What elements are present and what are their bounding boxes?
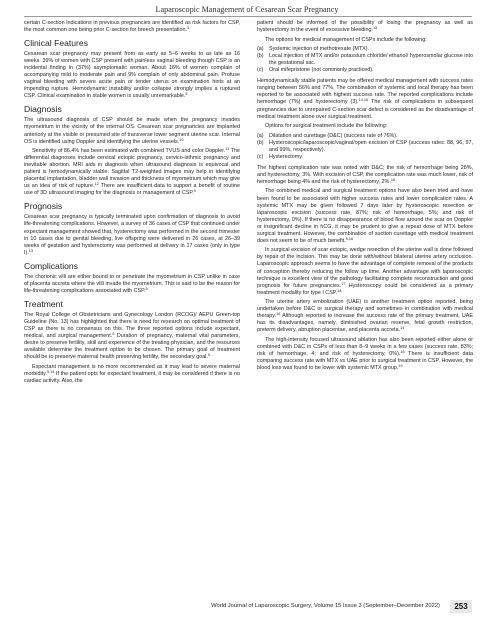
header-rule — [24, 16, 472, 17]
heading-clinical-features: Clinical Features — [24, 38, 88, 49]
paragraph: Cesarean scar pregnancy is typically terminated upon confirmation of diagnosis to avoid life-threatening complications. However, a survey of 36 cases of CSP that continued under expectant management showed that, hysterectomy was performed in the second trimester in 10 cases due to genital bleeding, live offspring were delivered in 26 cases, at 26–39 weeks of gestation and hysterectomy was performed at delivery in 17 cases (only in type I).$^{13}$ — [24, 214, 240, 256]
heading-complications: Complications — [24, 260, 78, 271]
heading-prognosis: Prognosis — [24, 201, 63, 212]
paragraph: The options for medical management of CSPs include the following: — [265, 36, 427, 43]
left-column — [24, 20, 240, 387]
heading-treatment: Treatment — [24, 298, 63, 309]
list-item: (c) Oral mifepristone (not commonly practiced). — [257, 67, 374, 74]
journal-citation: World Journal of Laparoscopic Surgery, Volume 15 Issue 3 (September–December 2022) — [211, 603, 440, 609]
paragraph: The high-intensity focused ultrasound ablation has also been reported either alone or combined with D&C in CSPs of less than 8–9 weeks in a few cases (success rate, 83%; risk of hemorrhage, 4; and risk of hysterectomy, 0%).$^{16}$ There is insufficient data comparing success rate with MTX vs UAE prior to surgical treatment in CSP. However, the blood loss was found to be lower with systemic MTX group.$^{19}$ — [257, 336, 474, 372]
page-number: 253 — [450, 600, 472, 613]
list-item: (a) Systemic injection of methotrexate (MTX). — [257, 46, 370, 53]
paragraph: The chorionic villi are either bound to or penetrate the myometrium in CSP unlike in case of placenta accreta where the villi invade the myometrium. This is said to be the reason for life-threatening complications associated with CSP.$^5$ — [24, 273, 240, 294]
right-column — [257, 20, 473, 375]
paragraph: The Royal College of Obstetricians and Gynecology London (RCOG)/ AEPU Green-top Guideline (No. 13) has highlighted that there is need for research on optimal treatment of CSP as there is no consensus on this. The three reported options include expectant, medical, and surgical management.$^9$ Duration of pregnancy, maternal vital parameters, desire to preserve fertility, skill and experience of the treating physician, and the resources available determine the treatment option to be chosen. The primary goal of treatment should be to preserve maternal health preserving fertility, the secondary goal.$^5$ — [24, 311, 240, 361]
paragraph: Hemodynamically stable patients may be offered medical management with success rates ranging between 56% and 77%. The combination of systemic and local therapy has been reported to be associated with highest success rate. The reported complications include hemorrhage (7%) and hysterectomy (3).$^{14,16}$ The risk of complications in subsequent pregnancies due to unrepaired C-section scar defect is considered as the disadvantage of medical treatment alone over surgical treatment. — [257, 78, 473, 120]
list-item: (c) Hysterectomy. — [257, 153, 304, 160]
list-item: (a) Dilatation and curettage (D&C) (success rate of 76%). — [257, 132, 398, 139]
paragraph: Expectant management is no more recommended as it may lead to severe maternal morbidity.$^{5,14}$ If the patient opts for expectant treatment, it may be considered if there is no cardiac activity. Also, the — [24, 363, 240, 384]
paragraph: Cesarean scar pregnancy may present from as early as 5–6 weeks to as late as 16 weeks. 39% of women with CSP present with painless vaginal bleeding though CSP is an incidental finding in (37%) asymptomatic woman. About 16% of women complain of accompanying mild to moderate pain and 9% complain of only abdominal pain. Profuse vaginal bleeding with severe acute pain or tender uterus on examination hints at an impending rupture. Hemodynamic instability and/or collapse strongly implies a ruptured CSP. Clinical examination in stable women is usually unremarkable.$^5$ — [24, 51, 240, 100]
list-item: (b) Local injection of MTX and/or potassium chloride/ ethanol/ hyperosmolar glucose into the gestational sac. — [257, 53, 473, 67]
heading-diagnosis: Diagnosis — [24, 104, 62, 115]
medical-options-list — [257, 46, 473, 74]
paragraph: The uterine artery embolization (UAE) is another treatment option reported, being undertaken before D&C or surgical therapy and sometimes in combination with medical therapy.$^{16}$ Although reported to increase the success rate of the primary treatment, UAE has its disadvantages, namely, diminished ovarian reserve, fetal growth restriction, preterm delivery, abruption placentae, and placenta accreta.$^{14}$ — [257, 299, 473, 334]
paragraph: Options for surgical treatment include the following: — [265, 123, 388, 130]
paragraph: patient should be informed of the possibility of losing the pregnancy as well as hysterectomy in the event of excessive bleeding.$^{15}$ — [257, 20, 473, 34]
paragraph: The ultrasound diagnosis of CSP should be made when the pregnancy invades myometrium in the vicinity of the internal OS. Cesarean scar pregnancies are implanted anteriorly at the visible or presumed site of transverse lower segment uterine scar. Internal OS is identified using Doppler and identifying the uterine vessels.$^{10}$ — [24, 117, 240, 145]
page-footer — [0, 600, 494, 614]
paragraph: Sensitivity of 86.4% has been estimated with combined TVUS and color Doppler.$^{11}$ The differential diagnoses include cervical ectopic pregnancy, cervico-isthmic pregnancy and inevitable abortion. MRI aids in diagnosis when ultrasound diagnosis is equivocal and patient is hemodynamically stable. Sagittal T2-weighted images may help in identifying placental implantation, bladder wall invasion and thickness of myometrium which may give us an idea of risk of rupture.$^{12}$ There are insufficient data to support a benefit of routine use of 3D ultrasound imaging for the diagnosis or management of CSP.$^9$ — [24, 147, 240, 197]
paragraph: The combined medical and surgical treatment options have also been tried and have been found to be associated with higher success rates and lower complication rates. A systemic MTX may be given followed 7 days later by hysteroscopic resection or laparoscopic excision (success rate, 87%; risk of hemorrhage, 5%; and risk of hysterectomy, 0%). If there is no disappearance of blood flow around the scar on Doppler or insignificant decline in hCG, it may be prudent to give a repeat dose of MTX before surgical treatment. However, the combination of suction curettage with medical treatment does not seem to be of much benefit.$^{5,16}$ — [257, 188, 473, 244]
paragraph: The highest complication rate was noted with D&C; the risk of hemorrhage being 28%, and hysterectomy, 3%. With excision of CSP, the complication rate was much lower, risk of hemorrhage being 4% and the risk of hysterectomy, 2%.$^{16}$ — [257, 164, 473, 185]
list-item: (b) Hysteroscopic/laparoscopic/vaginal/open excision of CSP (success rates: 88, 96, 97, and 99%, respectively). — [257, 139, 473, 153]
surgical-options-list — [257, 133, 473, 161]
paragraph: certain C-section indications in previous pregnancies are identified as risk factors for CSP, the most common one being prior C-section for breech presentation.$^3$ — [24, 20, 240, 34]
running-header: Laparoscopic Management of Cesarean Scar Pregnancy — [155, 5, 339, 14]
paragraph: In surgical excision of scar ectopic, wedge resection of the uterine wall is done followed by repair of the incision. This may be done with/without bilateral uterine artery occlusion. Laparoscopic approach seems to have the advantage of complete removal of the products of conception thereby reducing the follow up time. Another advantage with laparoscopic technique is excellent view of the pathology facilitating complete reconstruction and good prognosis for future pregnancies.$^{17}$ Hysteroscopy could be considered as a primary treatment modality for type I CSP.$^{18}$ — [257, 247, 473, 296]
